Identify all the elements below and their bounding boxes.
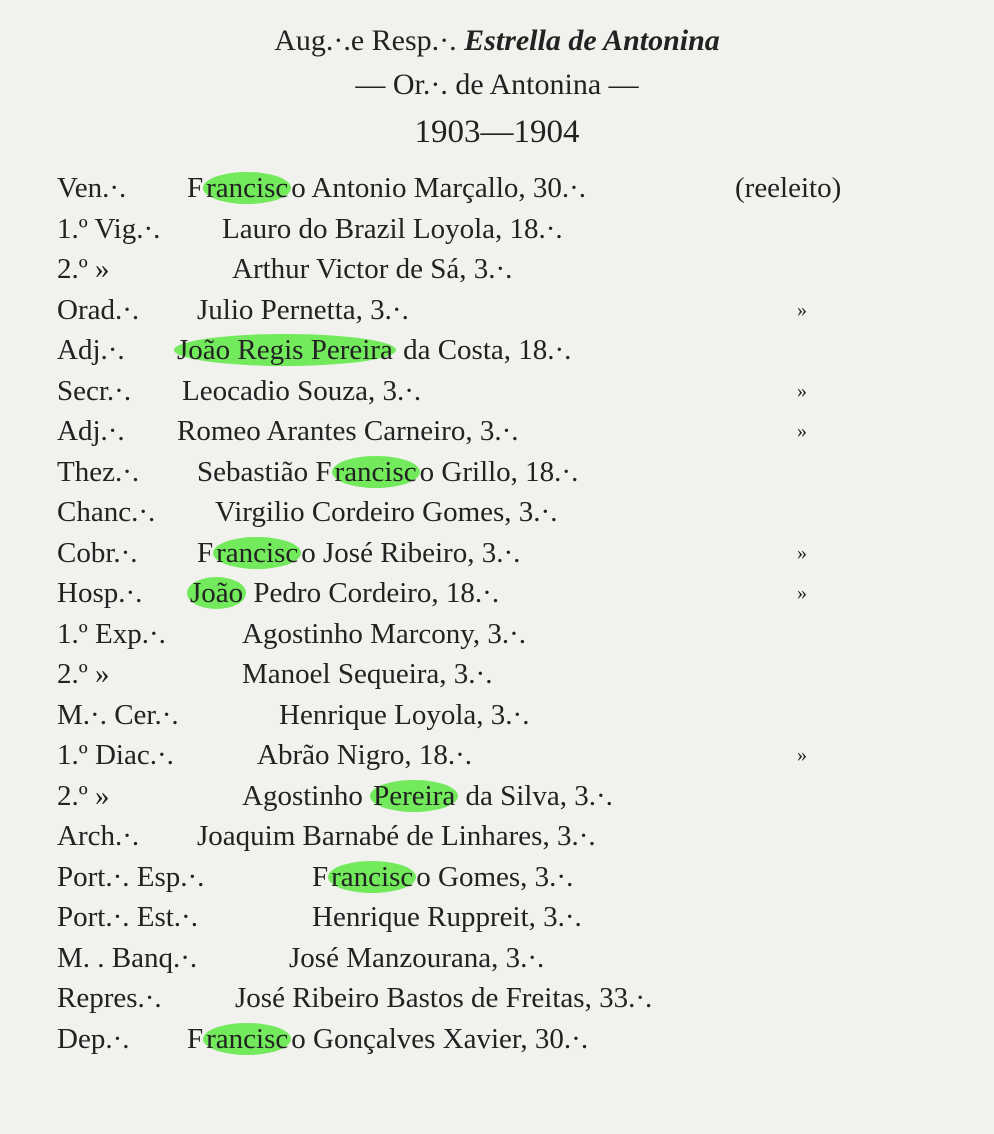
office-title: 1.º Exp.·. [57, 618, 166, 650]
office-title: Ven.·. [57, 172, 127, 204]
name-text: Joaquim Barnabé de Linhares, 3.·. [197, 820, 596, 852]
highlighted-name: João [187, 577, 246, 609]
name-text: Henrique Loyola, 3.·. [279, 699, 530, 731]
lodge-name: Estrella de Antonina [464, 24, 720, 57]
ditto-mark: » [797, 380, 807, 402]
highlighted-name: rancisc [328, 861, 416, 893]
highlighted-name: João Regis Pereira [174, 334, 396, 366]
officer-name [279, 695, 529, 735]
office-title: Port.·. Esp.·. [57, 861, 205, 893]
years-line: 1903—1904 [414, 114, 580, 150]
name-text: Abrão Nigro, 18.·. [257, 739, 473, 771]
name-text: Virgilio Cordeiro Gomes, 3.·. [215, 496, 558, 528]
highlighted-name: rancisc [332, 456, 420, 488]
officer-name [197, 290, 409, 330]
office-title: Arch.·. [57, 820, 140, 852]
ditto-mark: » [797, 582, 807, 604]
highlighted-name: Pereira [370, 780, 458, 812]
name-text: da Silva, 3.·. [458, 780, 613, 812]
office-title: Repres.·. [57, 982, 162, 1014]
office-title: Hosp.·. [57, 577, 143, 609]
lodge-title [0, 24, 994, 58]
office-title: Dep.·. [57, 1023, 130, 1055]
name-text: Manoel Sequeira, 3.·. [242, 658, 493, 690]
officer-name [242, 654, 492, 694]
officer-name [232, 249, 512, 289]
office-title: Adj.·. [57, 415, 125, 447]
officer-name [187, 573, 499, 613]
name-text: Romeo Arantes Carneiro, 3.·. [177, 415, 519, 447]
office-title: Adj.·. [57, 334, 125, 366]
officer-name [235, 978, 652, 1018]
officer-name [257, 735, 472, 775]
name-text: F [312, 861, 329, 893]
name-text: Agostinho Marcony, 3.·. [242, 618, 527, 650]
name-text: F [187, 172, 204, 204]
officer-name [197, 533, 520, 573]
office-title: Thez.·. [57, 456, 140, 488]
name-text: Agostinho [242, 780, 371, 812]
office-title: 2.º » [57, 253, 110, 285]
office-title: Cobr.·. [57, 537, 138, 569]
name-text: Pedro Cordeiro, 18.·. [246, 577, 500, 609]
name-text: José Ribeiro Bastos de Freitas, 33.·. [235, 982, 653, 1014]
officer-name [197, 452, 578, 492]
officer-name [312, 857, 573, 897]
name-text: o José Ribeiro, 3.·. [301, 537, 521, 569]
name-text: José Manzourana, 3.·. [289, 942, 545, 974]
ditto-mark: » [797, 299, 807, 321]
name-text: Sebastião F [197, 456, 332, 488]
officer-name [215, 492, 557, 532]
highlighted-name: rancisc [203, 172, 291, 204]
office-title: Secr.·. [57, 375, 132, 407]
office-title: 1.º Vig.·. [57, 213, 161, 245]
officer-name [182, 371, 421, 411]
name-text: o Grillo, 18.·. [419, 456, 579, 488]
ditto-mark: » [797, 420, 807, 442]
office-title: 1.º Diac.·. [57, 739, 174, 771]
ditto-mark: » [797, 542, 807, 564]
officer-name [242, 776, 613, 816]
name-text: da Costa, 18.·. [395, 334, 572, 366]
officer-name [174, 330, 571, 370]
office-title: 2.º » [57, 658, 110, 690]
office-title: Chanc.·. [57, 496, 156, 528]
name-text: F [187, 1023, 204, 1055]
officer-name [197, 816, 596, 856]
office-title: 2.º » [57, 780, 110, 812]
name-text: Henrique Ruppreit, 3.·. [312, 901, 582, 933]
name-text: o Gomes, 3.·. [416, 861, 574, 893]
name-text: Julio Pernetta, 3.·. [197, 294, 409, 326]
office-title: M.·. Cer.·. [57, 699, 179, 731]
officer-name [177, 411, 518, 451]
name-text: o Gonçalves Xavier, 30.·. [291, 1023, 589, 1055]
highlighted-name: rancisc [213, 537, 301, 569]
title-prefix: Aug.·.e Resp.·. [274, 24, 457, 57]
name-text: Leocadio Souza, 3.·. [182, 375, 422, 407]
orient-line: — Or.·. de Antonina — [355, 68, 639, 101]
reelected-note: (reeleito) [735, 172, 842, 204]
officer-name [187, 168, 586, 208]
officer-name [289, 938, 544, 978]
office-title: Port.·. Est.·. [57, 901, 198, 933]
office-title: Orad.·. [57, 294, 140, 326]
name-text: F [197, 537, 214, 569]
office-title: M. . Banq.·. [57, 942, 198, 974]
officer-name [222, 209, 563, 249]
officer-name [187, 1019, 588, 1059]
name-text: Arthur Victor de Sá, 3.·. [232, 253, 513, 285]
ditto-mark: » [797, 744, 807, 766]
officer-name [242, 614, 526, 654]
name-text: Lauro do Brazil Loyola, 18.·. [222, 213, 563, 245]
name-text: o Antonio Marçallo, 30.·. [291, 172, 587, 204]
officer-name [312, 897, 582, 937]
highlighted-name: rancisc [203, 1023, 291, 1055]
